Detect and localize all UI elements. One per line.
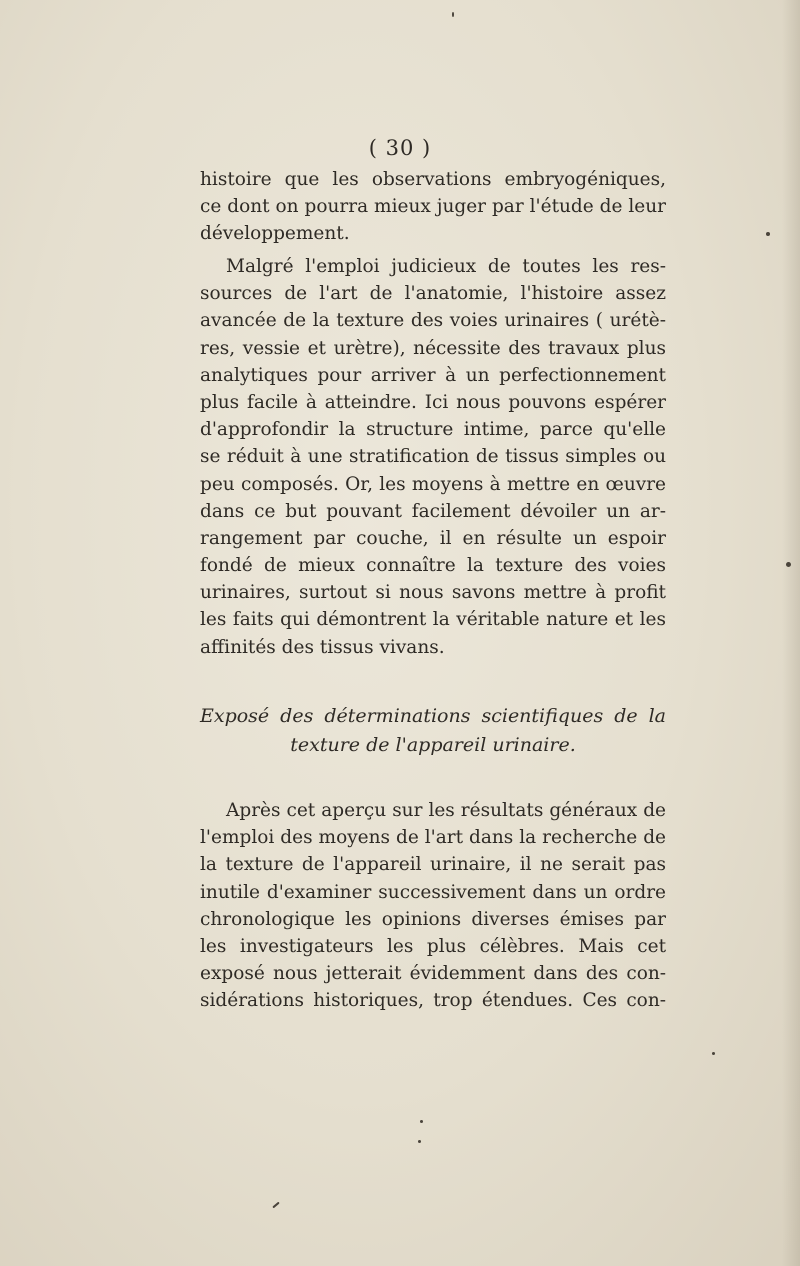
heading-line: texture de l'appareil urinaire. (290, 734, 576, 756)
text-line: res, vessie et urètre), nécessite des travaux plus (200, 337, 666, 359)
page-edge-shadow (782, 0, 800, 1266)
text-line: développement. (200, 223, 350, 245)
text-line: la texture de l'appareil urinaire, il ne serait pas (200, 854, 666, 876)
paper-speck (766, 232, 770, 236)
page-number: ( 30 ) (368, 136, 432, 160)
text-line: analytiques pour arriver à un perfectionnement (200, 364, 666, 386)
text-line: se réduit à une stratification de tissus simples ou (200, 446, 666, 468)
text-line: d'approfondir la structure intime, parce qu'elle (200, 419, 666, 441)
text-line: peu composés. Or, les moyens à mettre en œuvre (200, 473, 666, 495)
text-line: histoire que les observations embryogéniques, (200, 169, 666, 190)
text-line: ce dont on pourra mieux juger par l'étude de leur (200, 196, 666, 218)
text-line: plus facile à atteindre. Ici nous pouvons espérer (200, 391, 666, 413)
paper-speck (272, 1202, 279, 1209)
paper-speck (786, 562, 791, 567)
text-line: rangement par couche, il en résulte un espoir (200, 527, 666, 549)
text-line: l'emploi des moyens de l'art dans la recherche de (200, 827, 666, 849)
text-line: avancée de la texture des voies urinaires ( urétè- (200, 310, 666, 332)
paper-speck (452, 12, 454, 17)
text-line: Malgré l'emploi judicieux de toutes les res- (226, 256, 666, 277)
text-line: affinités des tissus vivans. (200, 636, 445, 658)
paper-speck (712, 1052, 715, 1055)
paper-speck (418, 1140, 421, 1143)
paragraph-1 (200, 166, 666, 248)
text-line: les faits qui démontrent la véritable nature et les (200, 609, 666, 631)
text-line: sources de l'art de l'anatomie, l'histoire assez (200, 283, 666, 305)
paper-speck (420, 1120, 423, 1123)
text-line: sidérations historiques, trop étendues. Ces con- (200, 990, 666, 1012)
text-line: urinaires, surtout si nous savons mettre à profit (200, 582, 666, 604)
text-line: chronologique les opinions diverses émises par (200, 908, 666, 930)
text-line: exposé nous jetterait évidemment dans des con- (200, 963, 666, 985)
paragraph-3 (200, 797, 666, 1015)
paragraph-2 (200, 253, 666, 661)
text-line: inutile d'examiner successivement dans un ordre (200, 881, 666, 903)
text-line: fondé de mieux connaître la texture des voies (200, 555, 666, 577)
section-heading (200, 702, 666, 760)
text-line: dans ce but pouvant facilement dévoiler un ar- (200, 500, 666, 522)
text-line: les investigateurs les plus célèbres. Mais cet (200, 935, 666, 957)
heading-line: Exposé des déterminations scientifiques de la (200, 705, 666, 727)
text-line: Après cet aperçu sur les résultats généraux de (226, 800, 666, 821)
